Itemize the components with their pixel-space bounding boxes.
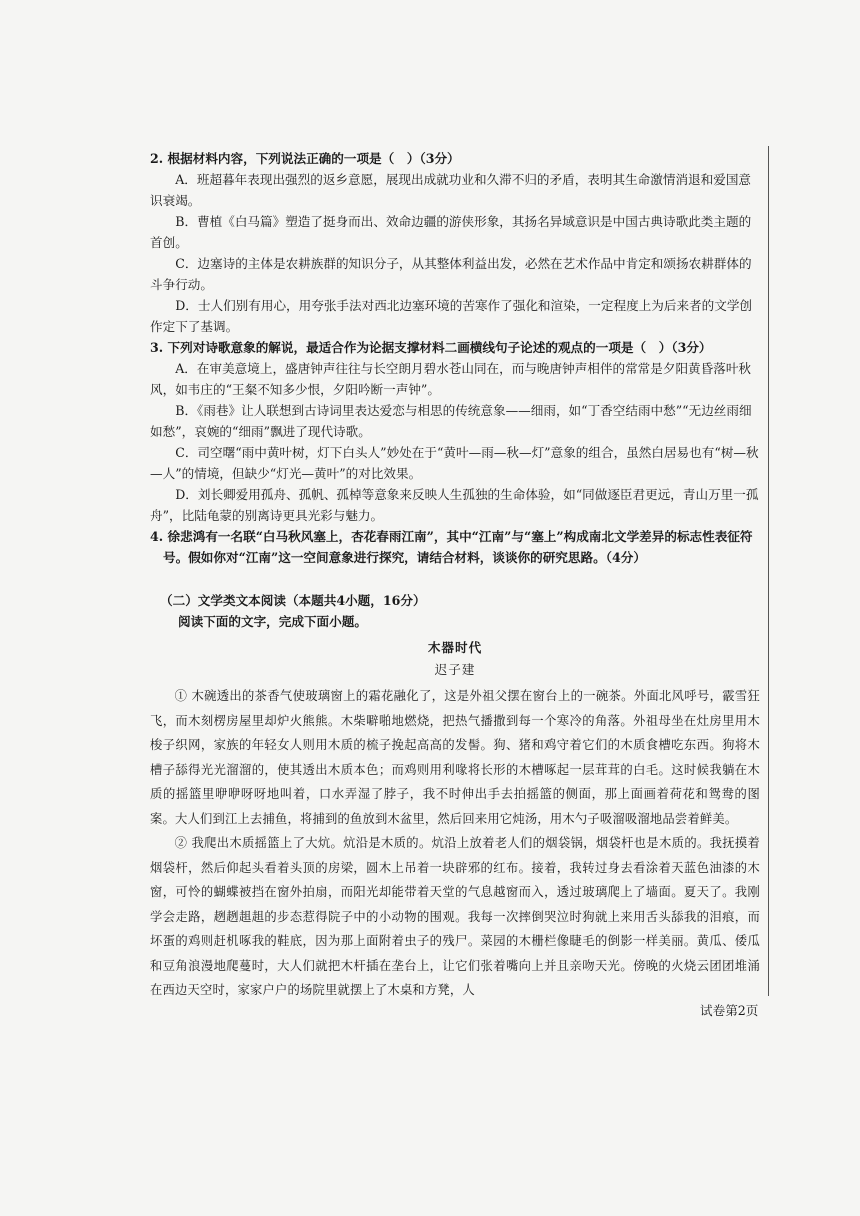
question-4-stem: 4. 徐悲鸿有一名联“白马秋风塞上，杏花春雨江南”，其中“江南”与“塞上”构成南北文学差异的标志性表征符号。假如你对“江南”这一空间意象进行探究，请结合材料，谈谈你的研究思路。（4分） [150, 529, 753, 565]
question-2-option-b: B．曹植《白马篇》塑造了挺身而出、效命边疆的游侠形象，其扬名异域意识是中国古典诗歌此类主题的首创。 [150, 214, 752, 250]
page-number-footer: 试卷第2页 [700, 1003, 759, 1018]
section-instruction: 阅读下面的文字，完成下面小题。 [178, 614, 367, 629]
article-title: 木器时代 [427, 640, 483, 655]
question-3-stem: 3. 下列对诗歌意象的解说，最适合作为论据支撑材料二画横线句子论述的观点的一项是（ ）（3分） [150, 340, 712, 355]
section-title: （二）文学类文本阅读（本题共4小题，16分） [160, 593, 426, 608]
article-paragraph-2: ② 我爬出木质摇篮上了大炕。炕沿是木质的。炕沿上放着老人们的烟袋锅，烟袋杆也是木质的。我抚摸着烟袋杆，然后仰起头看着头顶的房梁，圆木上吊着一块辟邪的红布。接着，我转过身去看涂着天蓝色油漆的木窗，可怜的蝴蝶被挡在窗外拍扇，而阳光却能带着天堂的气息越窗而入，透过玻璃爬上了墙面。夏天了。我刚学会走路，趔趔趄趄的步态惹得院子中的小动物的围观。我每一次摔倒哭泣时狗就上来用舌头舔我的泪痕，而坏蛋的鸡则赶机啄我的鞋底，因为那上面附着虫子的残尸。菜园的木栅栏像睫毛的倒影一样美丽。黄瓜、倭瓜和豆角浪漫地爬蔓时，大人们就把木杆插在垄台上，让它们张着嘴向上并且亲吻天光。傍晚的火烧云团团堆涌在西边天空时，家家户户的场院里就摆上了木桌和方凳，人 [150, 836, 760, 997]
question-3-option-a: A．在审美意境上，盛唐钟声往往与长空朗月碧水苍山同在，而与晚唐钟声相伴的常常是夕阳黄昏落叶秋风，如韦庄的“王粲不知多少恨，夕阳吟断一声钟”。 [150, 361, 752, 397]
question-2-stem: 2. 根据材料内容，下列说法正确的一项是（ ）（3分） [150, 151, 460, 166]
question-2-option-d: D．士人们别有用心，用夸张手法对西北边塞环境的苦寒作了强化和渲染，一定程度上为后来者的文学创作定下了基调。 [150, 298, 753, 334]
question-2-option-c: C．边塞诗的主体是农耕族群的知识分子，从其整体利益出发，必然在艺术作品中肯定和颂扬农耕群体的斗争行动。 [150, 256, 752, 292]
page-content [150, 148, 760, 1003]
question-3-option-c: C．司空曙“雨中黄叶树，灯下白头人”妙处在于“黄叶—雨—秋—灯”意象的组合，虽然白居易也有“树—秋—人”的情境，但缺少“灯光—黄叶”的对比效果。 [150, 445, 759, 481]
page-margin-line [768, 146, 769, 996]
article-author: 迟子建 [434, 662, 476, 677]
question-2-option-a: A．班超暮年表现出强烈的返乡意愿，展现出成就功业和久滞不归的矛盾，表明其生命激情消退和爱国意识衰竭。 [150, 172, 752, 208]
question-3-option-b: B．《雨巷》让人联想到古诗词里表达爱恋与相思的传统意象——细雨，如“丁香空结雨中愁”“无边丝雨细如愁”，哀婉的“细雨”飘进了现代诗歌。 [150, 403, 752, 439]
question-3-option-d: D．刘长卿爱用孤舟、孤帆、孤棹等意象来反映人生孤独的生命体验，如“同做逐臣君更远，青山万里一孤舟”，比陆龟蒙的别离诗更具光彩与魅力。 [150, 487, 759, 523]
article-paragraph-1: ① 木碗透出的茶香气使玻璃窗上的霜花融化了，这是外祖父摆在窗台上的一碗茶。外面北风呼号，霰雪狂飞，而木刻楞房屋里却炉火熊熊。木柴噼啪地燃烧，把热气播撒到每一个寒冷的角落。外祖母坐在灶房里用木梭子织网，家族的年轻女人则用木质的梳子挽起高高的发髻。狗、猪和鸡守着它们的木质食槽吃东西。狗将木槽子舔得光光溜溜的，使其透出木质本色；而鸡则用利喙将长形的木槽啄起一层茸茸的白毛。这时候我躺在木质的摇篮里咿咿呀呀地叫着，口水弄湿了脖子，我不时伸出手去拍摇篮的侧面，那上面画着荷花和鸳鸯的图案。大人们到江上去捕鱼，将捕到的鱼放到木盆里，然后回来用它炖汤，用木勺子吸溜吸溜地品尝着鲜美。 [150, 689, 760, 826]
